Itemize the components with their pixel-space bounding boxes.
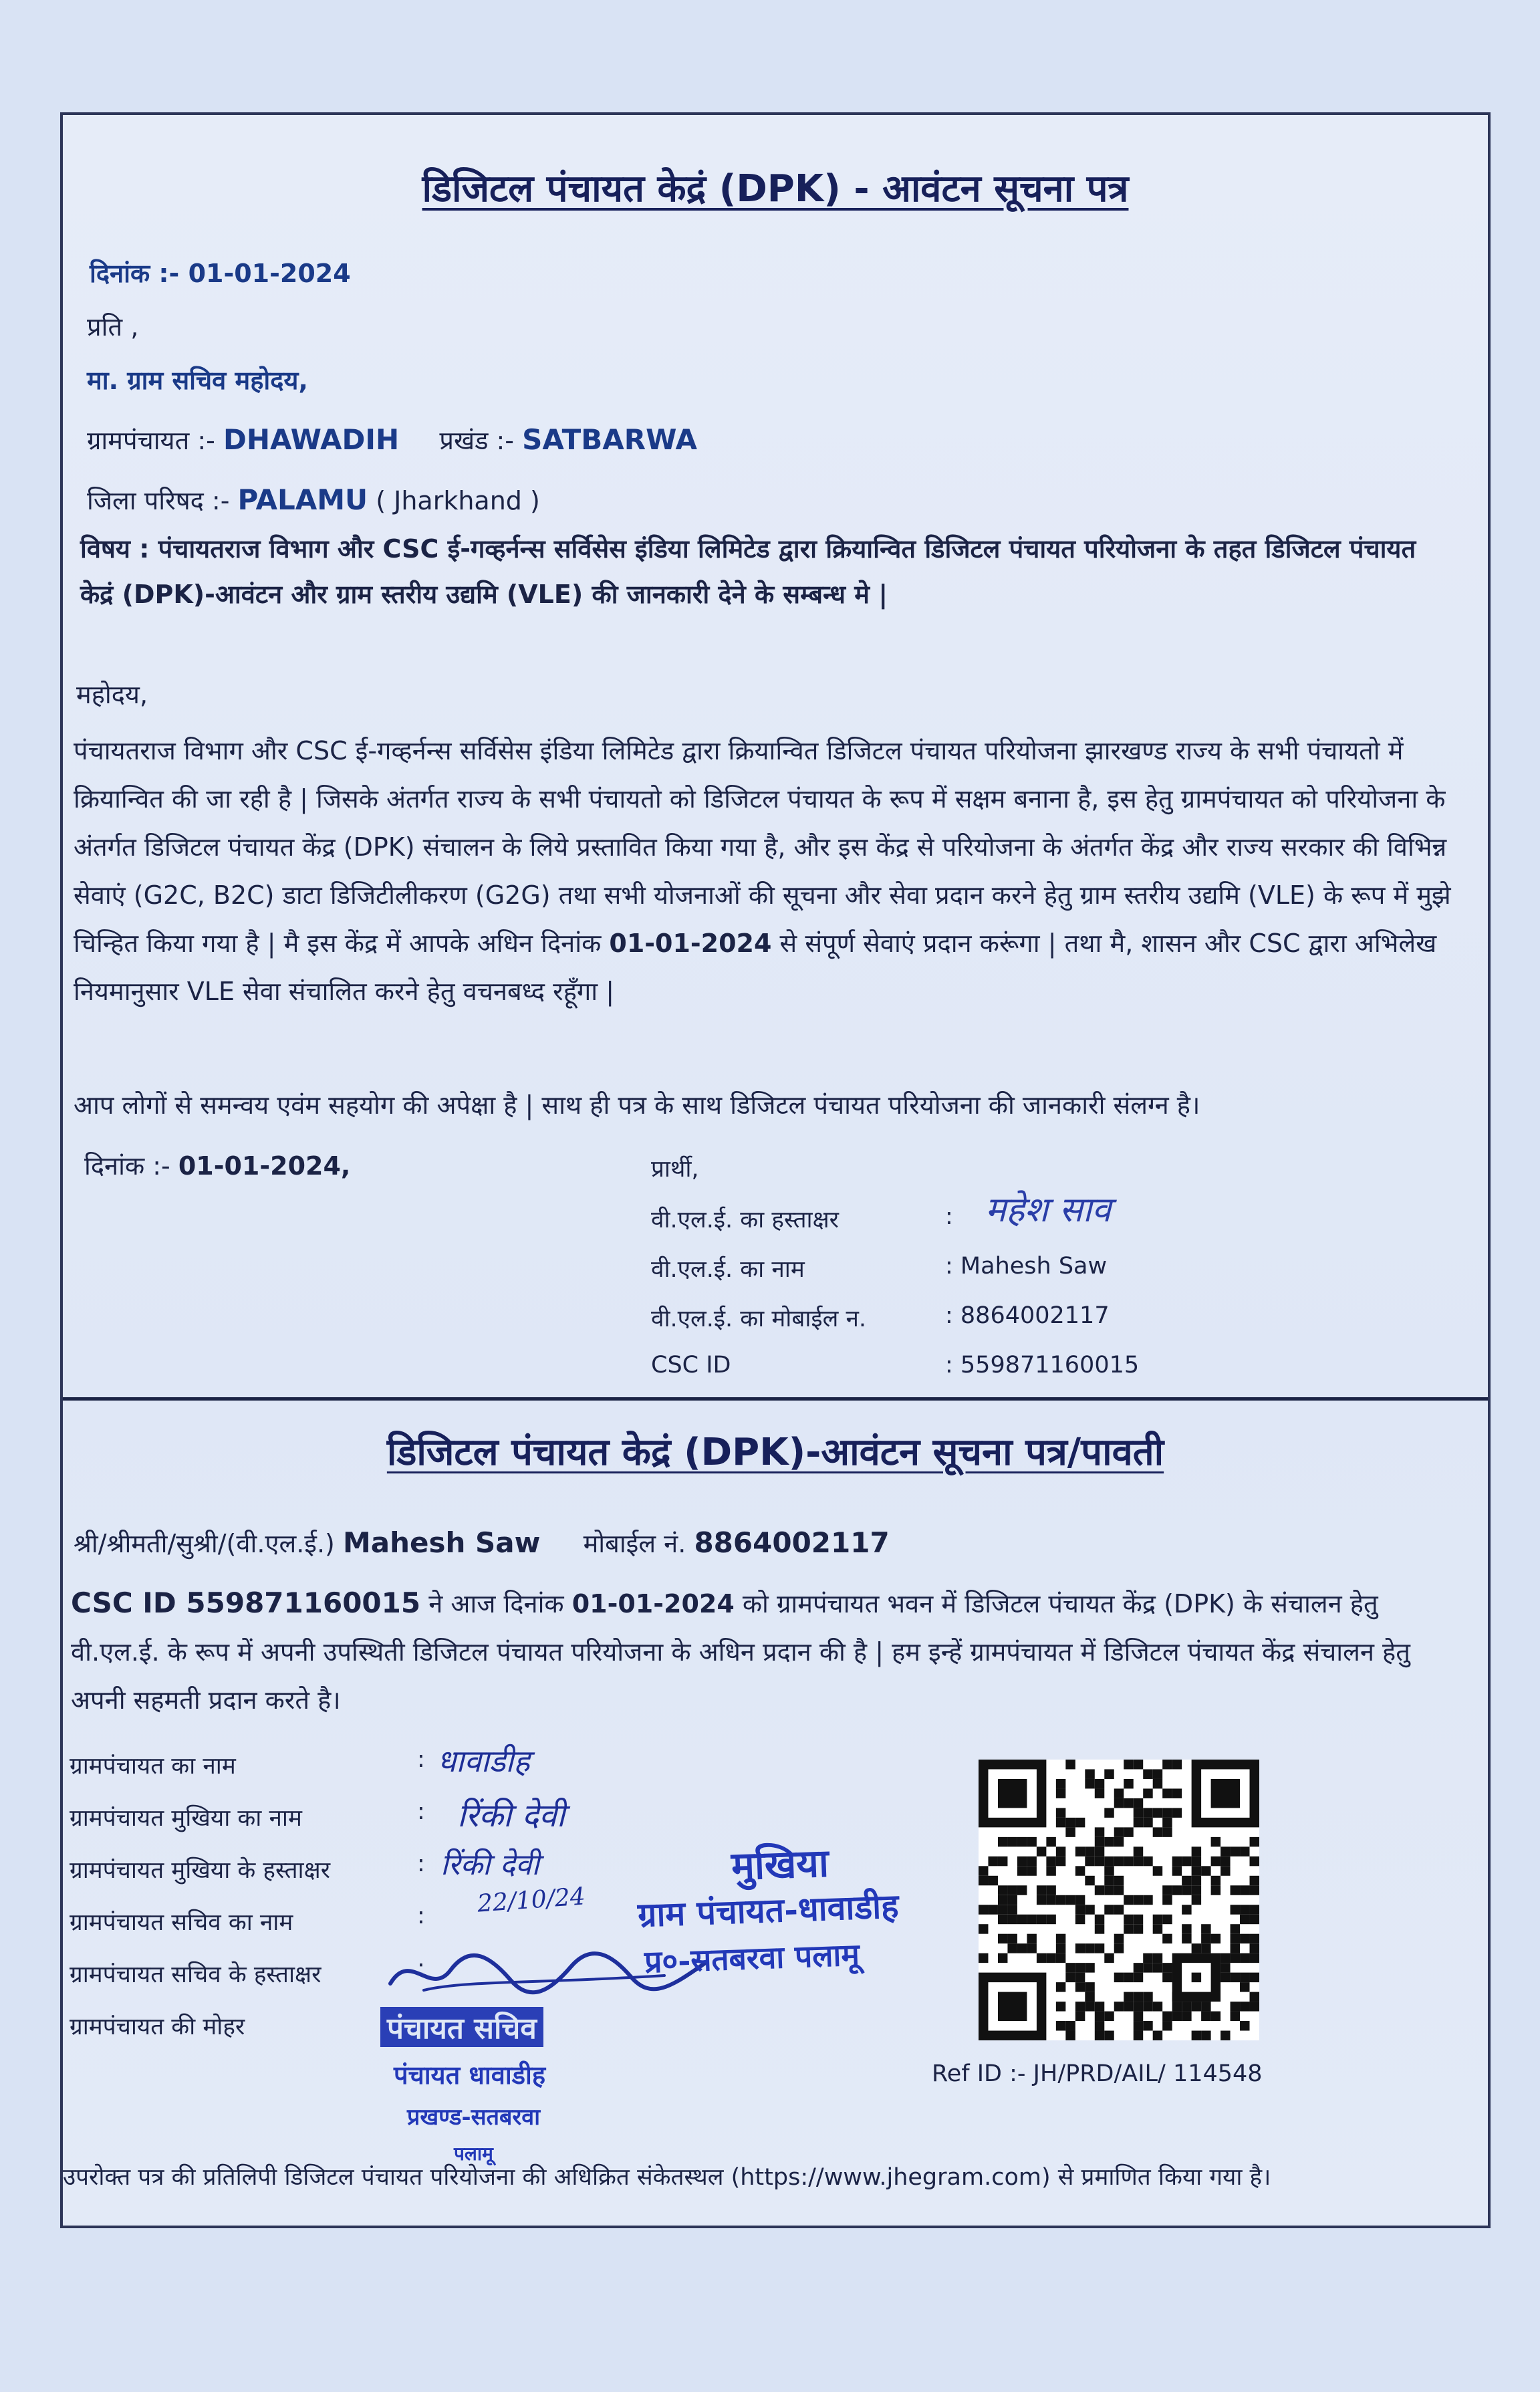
field-sachiv-sign-label: ग्रामपंचायत सचिव के हस्ताक्षर	[70, 1961, 322, 1988]
handwritten-date: 22/10/24	[476, 1883, 586, 1918]
letter-date: दिनांक :- 01-01-2024	[90, 259, 351, 288]
letter-title: डिजिटल पंचायत केद्रं (DPK) - आवंटन सूचना पत्र	[422, 167, 1129, 211]
qr-code	[979, 1760, 1259, 2040]
vle-signature: महेश साव	[985, 1190, 1112, 1230]
gp-block-line: ग्रामपंचायत :- DHAWADIH प्रखंड :- SATBARWA	[87, 423, 698, 456]
applicant: प्रार्थी,	[651, 1156, 699, 1183]
cooperation-line: आप लोगों से समन्वय एवंम सहयोग की अपेक्षा है | साथ ही पत्र के साथ डिजिटल पंचायत परियोजना की जानकारी संलग्न है।	[74, 1090, 1200, 1120]
to-line: प्रति ,	[87, 312, 139, 342]
receipt-paragraph: CSC ID 559871160015 ने आज दिनांक 01-01-2024 को ग्रामपंचायत भवन में डिजिटल पंचायत केंद्र (DPK) के संचालन हेतु वी.एल.ई. के रूप में अपनी उपस्थिती डिजिटल पंचायत परियोजना के अधिन प्रदान की है | हम इन्हें ग्रामपंचायत में डिजिटल पंचायत केंद्र संचालन हेतु अपनी सहमती प्रदान करते है।	[71, 1586, 1410, 1715]
vle-mobile-value: : 8864002117	[945, 1302, 1110, 1329]
recipient: मा. ग्राम सचिव महोदय,	[87, 366, 308, 395]
vle-sig-label: वी.एल.ई. का हस्ताक्षर	[651, 1207, 839, 1233]
field-mukhiya-name-label: ग्रामपंचायत मुखिया का नाम	[70, 1805, 302, 1832]
sachiv-stamp-line1: पंचायत सचिव	[380, 2007, 543, 2047]
field-colon: :	[417, 1903, 425, 1929]
handwritten-mukhiya-name: रिंकी देवी	[457, 1797, 565, 1834]
footer-note: उपरोक्त पत्र की प्रतिलिपी डिजिटल पंचायत परियोजना की अधिक्रित संकेतस्थल (https://www.jhegram.com) से प्रमाणित किया गया है।	[63, 2164, 1271, 2191]
field-mukhiya-sign-label: ग्रामपंचायत मुखिया के हस्ताक्षर	[70, 1857, 331, 1884]
vle-mobile-label: वी.एल.ई. का मोबाईल न.	[651, 1306, 867, 1332]
mukhiya-stamp-line3: प्र०-सतबरवा पलामू	[644, 1936, 860, 1980]
field-colon: :	[417, 1850, 425, 1877]
receipt-person-line: श्री/श्रीमती/सुश्री/(वी.एल.ई.) Mahesh Saw मोबाईल नं. 8864002117	[74, 1526, 890, 1559]
receipt-title: डिजिटल पंचायत केद्रं (DPK)-आवंटन सूचना पत्र/पावती	[386, 1431, 1164, 1474]
handwritten-gp-name: धावाडीह	[437, 1743, 530, 1779]
field-sachiv-name-label: ग्रामपंचायत सचिव का नाम	[70, 1909, 293, 1936]
csc-id-value: : 559871160015	[945, 1352, 1140, 1379]
vle-name-value: : Mahesh Saw	[945, 1253, 1108, 1280]
closing-date: दिनांक :- 01-01-2024,	[84, 1151, 351, 1181]
mukhiya-stamp-line1: मुखिया	[730, 1840, 830, 1889]
salutation: महोदय,	[76, 680, 148, 709]
field-gp-name-label: ग्रामपंचायत का नाम	[70, 1753, 236, 1780]
vle-name-label: वी.एल.ई. का नाम	[651, 1256, 805, 1283]
sachiv-stamp-line4: पलामू	[454, 2143, 493, 2165]
mukhiya-stamp-line2: ग्राम पंचायत-धावाडीह	[637, 1886, 900, 1935]
field-colon: :	[417, 1746, 425, 1773]
letter-page	[60, 112, 1491, 2228]
subject: विषय : पंचायतराज विभाग और CSC ई-गव्हर्नन्स सर्विसेस इंडिया लिमिटेड द्वारा क्रियान्वित डिजिटल पंचायत परियोजना के तहत डिजिटल पंचायत केद्रं (DPK)-आवंटन और ग्राम स्तरीय उद्यमि (VLE) की जानकारी देने के सम्बन्ध मे |	[80, 534, 1416, 609]
sachiv-stamp-line3: प्रखण्ड-सतबरवा	[407, 2104, 541, 2131]
section-divider	[63, 1397, 1488, 1401]
field-seal-label: ग्रामपंचायत की मोहर	[70, 2014, 245, 2040]
ref-id: Ref ID :- JH/PRD/AIL/ 114548	[932, 2060, 1263, 2087]
district-line: जिला परिषद :- PALAMU ( Jharkhand )	[87, 483, 540, 516]
csc-id-label: CSC ID	[651, 1352, 731, 1379]
sachiv-stamp-line2: पंचायत धावाडीह	[394, 2060, 546, 2090]
vle-sig-colon: :	[945, 1203, 953, 1230]
body-paragraph: पंचायतराज विभाग और CSC ई-गव्हर्नन्स सर्विसेस इंडिया लिमिटेड द्वारा क्रियान्वित डिजिटल पंचायत परियोजना झारखण्ड राज्य के सभी पंचायतो में क्रियान्वित की जा रही है | जिसके अंतर्गत राज्य के सभी पंचायतो को डिजिटल पंचायत के रूप में सक्षम बनाना है, इस हेतु ग्रामपंचायत को परियोजना के अंतर्गत डिजिटल पंचायत कें‌द्र (DPK) संचालन के लिये प्रस्तावित किया गया है, और इस केंद्र से परियोजना के अंतर्गत केंद्र और राज्य सरकार की विभिन्न सेवाएं (G2C, B2C) डाटा डिजिटीलीकरण (G2G) तथा सभी योजनाओं की सूचना और सेवा प्रदान करने हेतु ग्राम स्तरीय उद्यमि (VLE) के रूप में मुझे चिन्हित किया गया है | मै इस केंद्र में आपके अधिन दिनांक 01-01-2024 से संपूर्ण सेवाएं प्रदान करूंगा | तथा मै, शासन और CSC द्वारा अभिलेख नियमानुसार VLE सेवा संचालित करने हेतु वचनबध्द रहूँगा |	[74, 736, 1451, 1006]
field-colon: :	[417, 1798, 425, 1825]
mukhiya-signature: रिंकी देवी	[440, 1848, 539, 1882]
field-colon: :	[417, 1955, 425, 1982]
qr-code-graphic	[979, 1760, 1259, 2040]
